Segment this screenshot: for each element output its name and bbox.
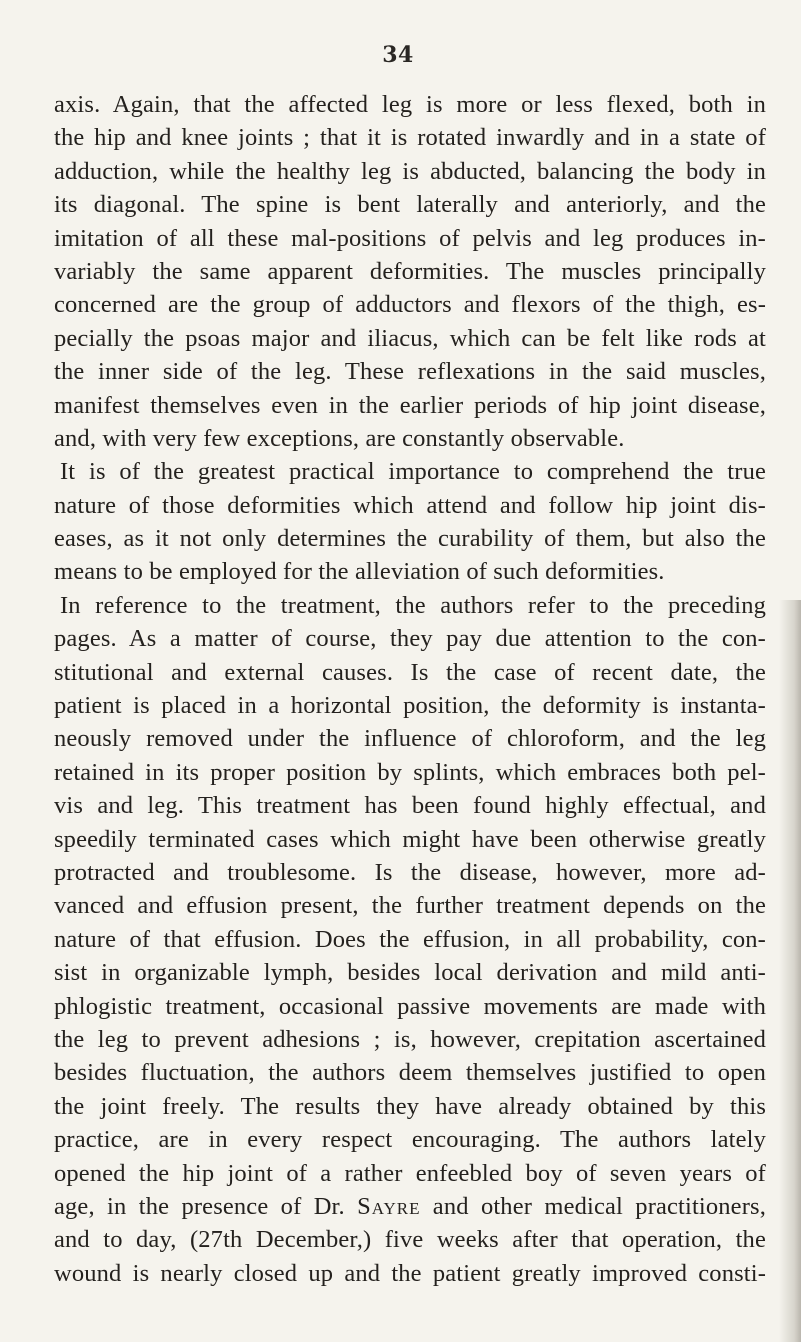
person-name: Sayre: [357, 1192, 421, 1220]
text-line: practice, are in every respect encouraging. The authors lately: [54, 1126, 766, 1154]
text-line: its diagonal. The spine is bent laterally and anteriorly, and the: [54, 191, 766, 219]
text-line: axis. Again, that the affected leg is more or less flexed, both in: [54, 91, 766, 118]
paragraph-first-line: In reference to the treatment, the authors refer to the preceding: [60, 591, 766, 619]
page-number: 34: [382, 42, 414, 68]
text-line: imitation of all these mal-positions of pelvis and leg produces in-: [54, 224, 766, 252]
text-line: speedily terminated cases which might have been otherwise greatly: [54, 825, 766, 853]
text-line: stitutional and external causes. Is the case of recent date, the: [54, 658, 766, 686]
text-line: protracted and troublesome. Is the disease, however, more ad-: [54, 858, 766, 886]
text-line: the leg to prevent adhesions ; is, however, crepitation ascertained: [54, 1025, 766, 1053]
text-line: besides fluctuation, the authors deem themselves justified to open: [54, 1059, 766, 1087]
text-line: means to be employed for the alleviation of such deformities.: [54, 558, 665, 586]
text-line: sist in organizable lymph, besides local derivation and mild anti-: [54, 959, 766, 987]
text-line: vanced and effusion present, the further treatment depends on the: [54, 892, 766, 920]
line-segment: and other medical practitioners,: [420, 1192, 766, 1220]
text-line: pages. As a matter of course, they pay due attention to the con-: [54, 625, 766, 653]
text-line: pecially the psoas major and iliacus, which can be felt like rods at: [54, 324, 766, 352]
paragraph-first-line: It is of the greatest practical importance to comprehend the true: [60, 458, 766, 486]
text-line: nature of that effusion. Does the effusion, in all probability, con-: [54, 925, 766, 953]
body-text: [54, 88, 766, 1290]
text-line: wound is nearly closed up and the patient greatly improved consti-: [54, 1259, 766, 1287]
text-line: patient is placed in a horizontal position, the deformity is instanta-: [54, 692, 766, 720]
page-edge-shadow: [779, 600, 801, 1342]
text-line: opened the hip joint of a rather enfeebled boy of seven years of: [54, 1159, 766, 1187]
text-line: concerned are the group of adductors and flexors of the thigh, es-: [54, 291, 766, 319]
text-line: vis and leg. This treatment has been found highly effectual, and: [54, 792, 766, 820]
text-line: the hip and knee joints ; that it is rotated inwardly and in a state of: [54, 124, 766, 152]
text-line: neously removed under the influence of chloroform, and the leg: [54, 725, 766, 753]
text-line: eases, as it not only determines the curability of them, but also the: [54, 525, 766, 553]
text-line: phlogistic treatment, occasional passive movements are made with: [54, 992, 766, 1020]
text-line: adduction, while the healthy leg is abducted, balancing the body in: [54, 157, 766, 185]
text-line: and to day, (27th December,) five weeks after that operation, the: [54, 1226, 766, 1254]
text-line-with-name: [54, 1190, 766, 1223]
line-segment: age, in the presence of Dr.: [54, 1192, 358, 1220]
text-line: nature of those deformities which attend and follow hip joint dis-: [54, 491, 766, 519]
text-line: retained in its proper position by splints, which embraces both pel-: [54, 758, 766, 786]
text-line: manifest themselves even in the earlier periods of hip joint disease,: [54, 391, 766, 419]
text-line: the joint freely. The results they have already obtained by this: [54, 1092, 766, 1120]
text-line: the inner side of the leg. These reflexations in the said muscles,: [54, 358, 766, 386]
text-line: variably the same apparent deformities. The muscles principally: [54, 257, 766, 285]
text-line: and, with very few exceptions, are constantly observable.: [54, 424, 625, 452]
